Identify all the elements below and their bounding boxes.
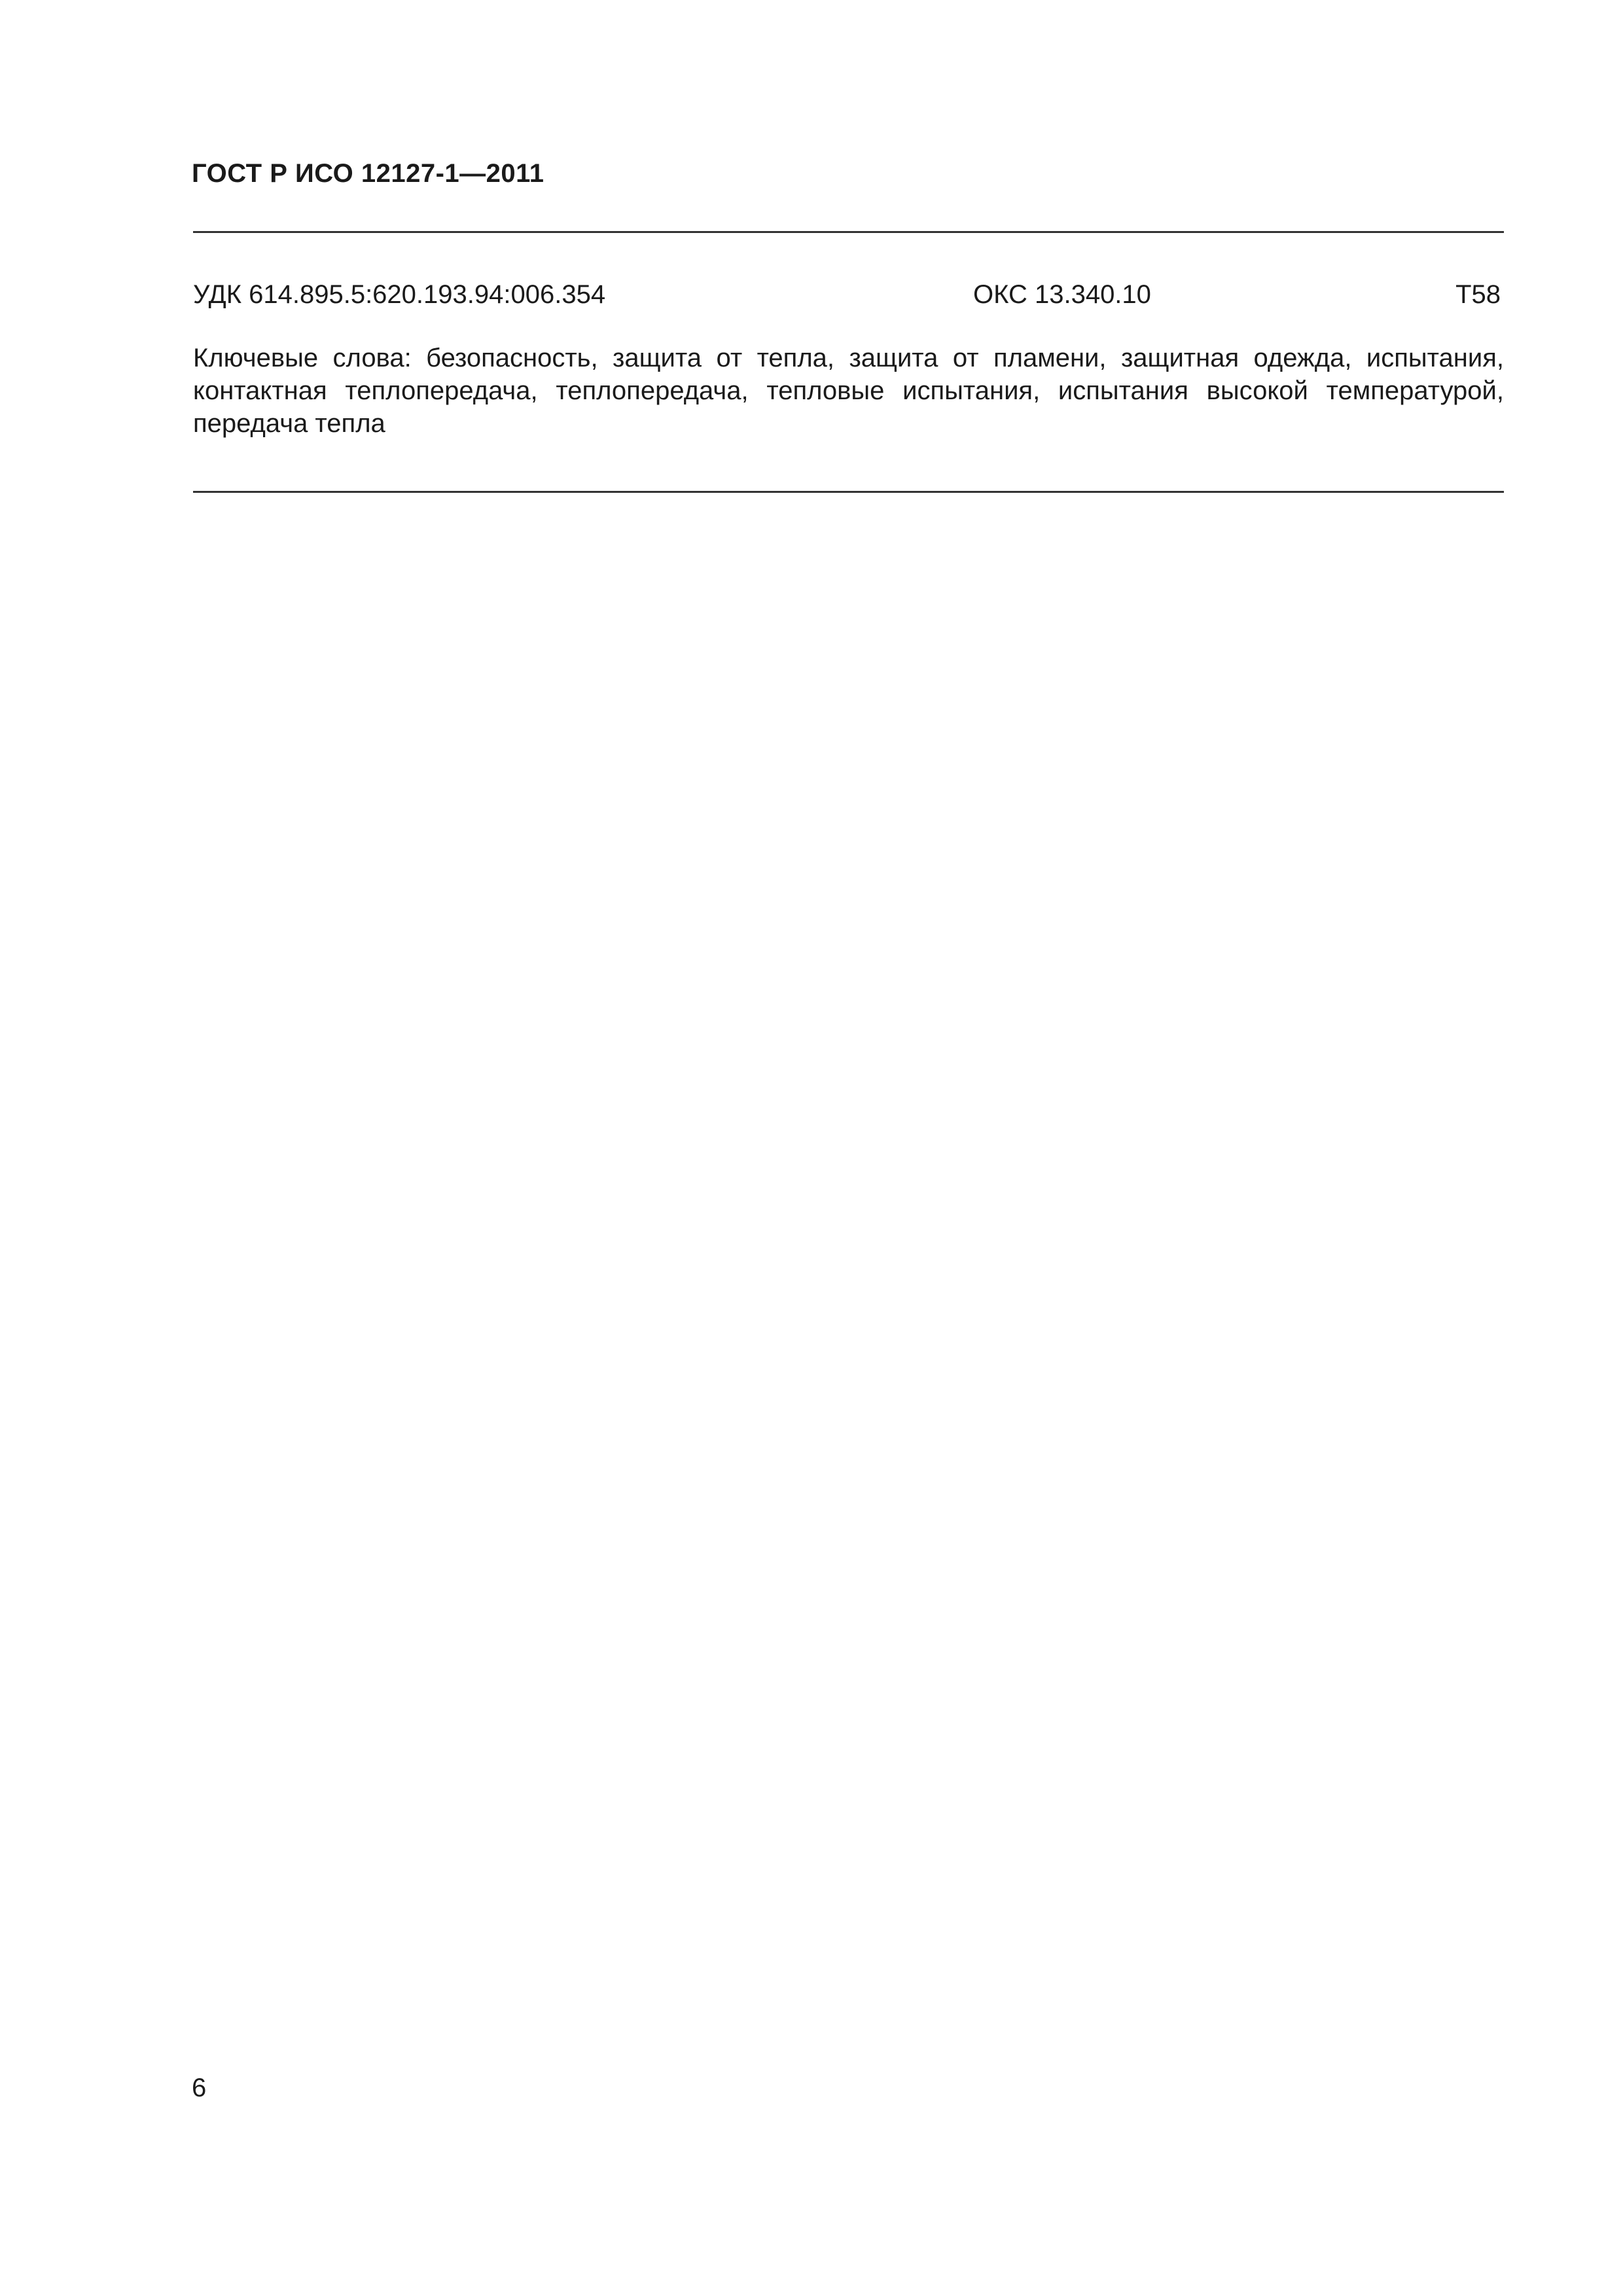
udc-code: УДК 614.895.5:620.193.94:006.354 [193,280,606,309]
bottom-divider [193,491,1504,493]
keywords-paragraph: Ключевые слова: безопасность, защита от тепла, защита от пламени, защитная одежда, испытания, контактная теплопередача, теплопередача, тепловые испытания, испытания высокой температурой, передача тепла [193,344,1504,438]
document-standard-title: ГОСТ Р ИСО 12127-1—2011 [192,159,544,188]
top-divider [193,231,1504,233]
oks-code: ОКС 13.340.10 [973,280,1151,309]
classification-codes-row [193,280,1504,313]
page-number: 6 [192,2073,207,2102]
group-code: Т58 [1455,280,1501,309]
